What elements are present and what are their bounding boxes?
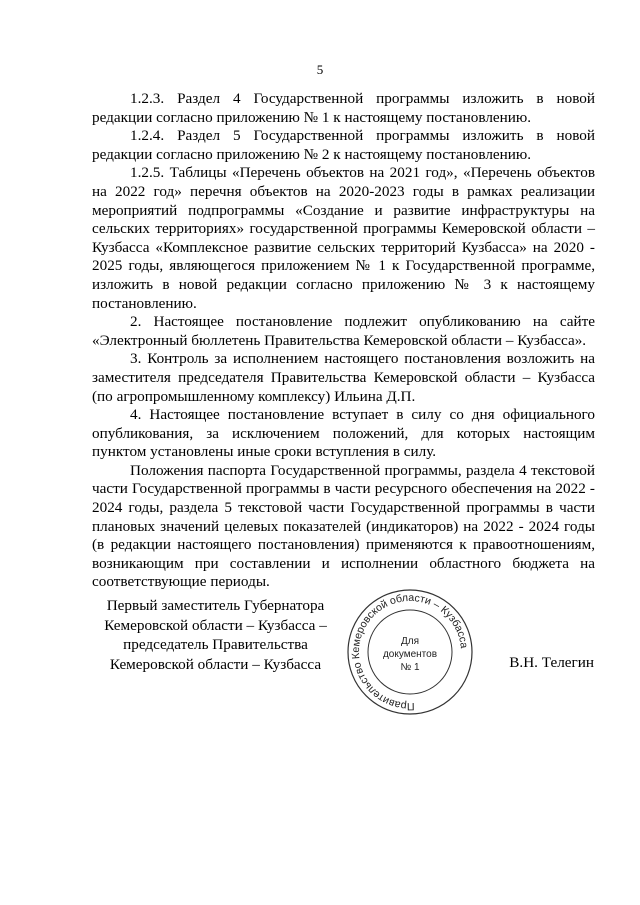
signer-name: В.Н. Телегин (509, 654, 594, 671)
stamp-center-line: Для (400, 636, 420, 647)
position-line: Кемеровской области – Кузбасса (109, 655, 322, 673)
paragraph-provisions: Положения паспорта Государственной программы, раздела 4 текстовой части Государственной программы в части ресурсного обеспечения на 2022 - 2024 годы, раздела 5 текстовой части Государственной программы в части плановых значений целевых показателей (индикаторов) на 2022 - 2024 годы (в редакции настоящего постановления) применяются к правоотношениям, возникающим при составлении и исполнении областного бюджета на соответствующие периоды. (92, 461, 595, 591)
paragraph-1-2-4: 1.2.4. Раздел 5 Государственной программы изложить в новой редакции согласно приложению № 2 к настоящему постановлению. (92, 127, 595, 163)
signatory-position (88, 596, 343, 674)
paragraph-1-2-3: 1.2.3. Раздел 4 Государственной программы изложить в новой редакции согласно приложению № 1 к настоящему постановлению. (92, 90, 595, 126)
stamp-center-line: документов (382, 649, 438, 660)
paragraph-1-2-5: 1.2.5. Таблицы «Перечень объектов на 2021 год», «Перечень объектов на 2022 год» перечня объектов на 2020-2023 годы в рамках реализации мероприятий подпрограммы «Создание и развитие инфраструктуры на сельских территориях» государственной программы Кемеровской области – Кузбасса «Комплексное развитие сельских территорий Кузбасса» на 2020 - 2025 годы, являющегося приложением № 1 к Государственной программе, изложить в новой редакции согласно приложению № 3 к настоящему постановлению. (92, 164, 595, 312)
paragraph-3: 3. Контроль за исполнением настоящего постановления возложить на заместителя председателя Правительства Кемеровской области – Кузбасса (по агропромышленному комплексу) Ильина Д.П. (92, 350, 595, 405)
official-stamp (346, 588, 474, 716)
page-number: 5 (316, 62, 324, 77)
stamp-ring-text: Правительство Кемеровской области – Кузбасса (349, 591, 470, 713)
document-body (92, 90, 595, 592)
paragraph-2: 2. Настоящее постановление подлежит опубликованию на сайте «Электронный бюллетень Правительства Кемеровской области – Кузбасса». (92, 313, 595, 349)
position-line: председатель Правительства (123, 636, 308, 653)
paragraph-4: 4. Настоящее постановление вступает в силу со дня официального опубликования, за исключением положений, для которых настоящим пунктом установлены иные сроки вступления в силу. (92, 406, 595, 461)
stamp-center-line: № 1 (400, 662, 420, 673)
position-line: Кемеровской области – Кузбасса – (104, 616, 327, 634)
position-line: Первый заместитель Губернатора (106, 597, 325, 614)
